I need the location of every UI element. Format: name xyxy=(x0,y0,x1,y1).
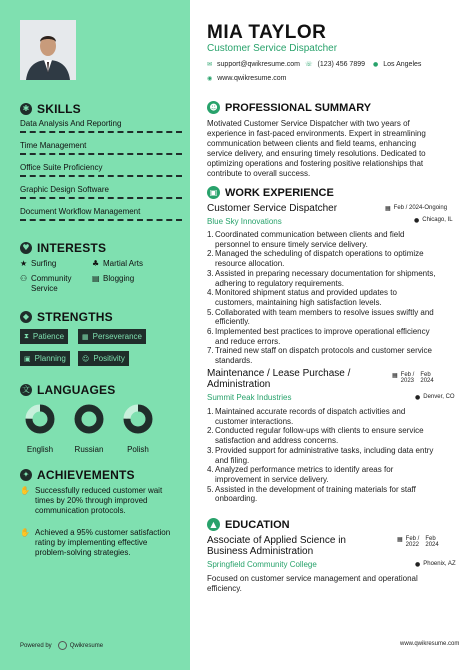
hourglass-icon: ⧗ xyxy=(24,332,29,340)
language-level-ring xyxy=(69,404,109,434)
skill-name: Data Analysis And Reporting xyxy=(20,119,122,128)
language-item xyxy=(20,404,60,454)
degree-title: Associate of Applied Science in Business Administration xyxy=(207,535,346,557)
list-item: 6. Implemented best practices to improve operational efficiency and reduce errors. xyxy=(207,327,430,346)
interest-label: Blogging xyxy=(103,274,135,283)
skill-name: Office Suite Proficiency xyxy=(20,163,103,172)
powered-by-label: Powered by xyxy=(20,642,52,649)
job-duties-list xyxy=(207,230,463,366)
summary-section xyxy=(207,101,463,179)
martial-arts-icon: ♣ xyxy=(92,259,100,268)
skill-level-bar xyxy=(20,153,182,155)
list-item: 4. Analyzed performance metrics to identify areas for improvement in service delivery. xyxy=(207,465,394,484)
globe-icon: ◉ xyxy=(207,75,213,82)
skill-item xyxy=(20,119,182,133)
education-location-text: Phoenix, AZ xyxy=(423,561,456,567)
powered-by xyxy=(20,641,103,650)
language-level-ring xyxy=(118,404,158,434)
skill-item xyxy=(20,207,182,221)
strength-label: Positivity xyxy=(93,354,125,363)
list-item: 3. Assisted in preparing necessary documentation for shipments, adhering to regulatory requirements. xyxy=(207,268,436,288)
website-text: www.qwikresume.com xyxy=(217,75,287,82)
skill-name: Document Workflow Management xyxy=(20,207,141,216)
contact-email[interactable] xyxy=(207,61,300,68)
interest-item xyxy=(92,274,134,283)
strength-label: Perseverance xyxy=(92,332,142,341)
skill-item xyxy=(20,163,182,177)
star-icon: ★ xyxy=(20,259,28,268)
language-name: English xyxy=(26,445,54,454)
list-item: 2. Managed the scheduling of dispatch operations to optimize resource allocation. xyxy=(207,249,424,269)
list-item: 1. Coordinated communication between clients and field personnel to ensure timely service delivery. xyxy=(207,230,405,249)
education-section xyxy=(207,518,463,598)
job-location-text: Chicago, IL xyxy=(422,217,453,223)
calendar-icon: ▦ xyxy=(397,536,403,543)
handshake-icon: ✋ xyxy=(20,528,30,537)
phone-text: (123) 456 7899 xyxy=(317,61,365,68)
location-pin-icon: ● xyxy=(414,217,420,224)
skill-level-bar xyxy=(20,175,182,177)
education-title: EDUCATION xyxy=(225,518,290,531)
interests-title: INTERESTS xyxy=(37,241,107,255)
sidebar xyxy=(0,0,190,670)
job-dates-start: Feb / 2023 xyxy=(400,372,415,384)
job-dates-end: Feb 2024 xyxy=(420,372,434,384)
avatar xyxy=(20,20,76,80)
languages-icon: 文 xyxy=(22,385,30,394)
job-duties-list xyxy=(207,407,463,504)
job-entry xyxy=(207,368,463,508)
summary-header xyxy=(207,101,463,114)
summary-line: contribute to overall success. xyxy=(207,169,311,178)
strengths-title: STRENGTHS xyxy=(37,310,113,324)
strengths-header xyxy=(20,310,180,324)
skill-level-bar xyxy=(20,197,182,199)
experience-section xyxy=(207,186,463,366)
achievements-section xyxy=(20,468,180,578)
list-item: 7. Trained new staff on dispatch protocols and customer service standards. xyxy=(207,346,432,366)
education-dates-start: Feb / 2022 xyxy=(405,536,420,548)
strength-label: Planning xyxy=(34,354,66,363)
job-dates-text: Feb / 2024-Ongoing xyxy=(393,205,448,211)
skills-title: SKILLS xyxy=(37,102,81,116)
interest-item xyxy=(92,259,143,268)
school-name: Springfield Community College xyxy=(207,560,317,569)
education-location xyxy=(415,561,456,568)
contact-website[interactable] xyxy=(207,75,287,82)
achievement-item xyxy=(20,486,180,516)
candidate-name: MIA TAYLOR xyxy=(207,22,327,43)
achievements-icon: ✦ xyxy=(20,469,32,481)
skill-level-bar xyxy=(20,219,182,221)
briefcase-icon: ▣ xyxy=(207,186,220,199)
skills-section xyxy=(20,102,180,116)
languages-section xyxy=(20,383,180,458)
location-pin-icon: ● xyxy=(373,61,379,68)
language-name: Russian xyxy=(74,445,104,454)
list-item: 1. Maintained accurate records of dispatch activities and customer interactions. xyxy=(207,407,406,426)
location-text: Los Angeles xyxy=(383,61,422,68)
language-name: Polish xyxy=(127,445,149,454)
handshake-icon: ✋ xyxy=(20,486,30,495)
interest-label: Surfing xyxy=(31,259,57,268)
summary-line: communication between clients and field teams, enhancing xyxy=(207,139,417,148)
achievements-header xyxy=(20,468,180,482)
interest-item xyxy=(20,274,90,294)
company-name: Summit Peak Industries xyxy=(207,393,292,402)
interests-header xyxy=(20,241,180,255)
candidate-role: Customer Service Dispatcher xyxy=(207,43,338,54)
phone-icon: ☏ xyxy=(305,61,313,68)
skill-name: Time Management xyxy=(20,141,87,150)
summary-line: experience in fast-paced environments. Expert in streamlining xyxy=(207,129,426,138)
list-item: 5. Assisted in the development of training materials for staff onboarding. xyxy=(207,484,416,504)
experience-header xyxy=(207,186,463,199)
strength-badge xyxy=(78,351,129,366)
interests-icon: ♥ xyxy=(20,242,32,254)
education-header xyxy=(207,518,463,531)
list-item: 4. Monitored shipment status and provided updates to customers, maintaining high satisfaction levels. xyxy=(207,288,397,307)
job-location-text: Denver, CO xyxy=(423,394,455,400)
job-dates xyxy=(392,372,434,384)
language-level-ring xyxy=(20,404,60,434)
education-description: Focused on customer service management and operational efficiency. xyxy=(207,574,418,593)
interest-label: Martial Arts xyxy=(103,259,144,268)
calendar-icon: ▦ xyxy=(392,372,398,379)
achievement-text: Successfully reduced customer wait times by 20% through improved communication protocols. xyxy=(35,486,163,515)
skill-name: Graphic Design Software xyxy=(20,185,109,194)
languages-title: LANGUAGES xyxy=(37,383,116,397)
skill-level-bar xyxy=(20,131,182,133)
graduation-cap-icon: ▲ xyxy=(207,518,220,531)
company-name: Blue Sky Innovations xyxy=(207,217,282,226)
location-pin-icon: ● xyxy=(415,561,421,568)
strength-label: Patience xyxy=(32,332,65,341)
community-icon: ⚇ xyxy=(20,274,28,283)
skill-item xyxy=(20,141,182,155)
strength-badge xyxy=(78,329,146,344)
contact-location xyxy=(373,61,421,68)
achievement-item xyxy=(20,528,180,558)
job-location xyxy=(414,217,453,224)
language-item xyxy=(118,404,158,454)
languages-header xyxy=(20,383,180,397)
profile-icon: ☻ xyxy=(207,101,220,114)
education-dates-end: Feb 2024 xyxy=(425,536,439,548)
experience-title: WORK EXPERIENCE xyxy=(225,186,334,199)
positivity-icon: ☺ xyxy=(82,354,90,363)
summary-title: PROFESSIONAL SUMMARY xyxy=(225,101,372,114)
profile-photo xyxy=(20,20,76,80)
strength-badge xyxy=(20,329,68,344)
summary-line: service delivery, and ensuring timely resolutions. Dedicated to xyxy=(207,149,426,158)
interest-item xyxy=(20,259,56,268)
email-icon: ✉ xyxy=(207,61,213,68)
strength-badge xyxy=(20,351,70,366)
planning-icon: ▣ xyxy=(24,354,31,363)
contact-phone[interactable] xyxy=(305,61,365,68)
job-title: Customer Service Dispatcher xyxy=(207,203,338,214)
job-location xyxy=(415,394,455,401)
strengths-icon: ◆ xyxy=(20,311,32,323)
footer-website[interactable]: www.qwikresume.com xyxy=(400,641,460,647)
education-dates xyxy=(397,536,439,548)
location-pin-icon: ● xyxy=(415,394,421,401)
achievement-text: Achieved a 95% customer satisfaction rating by implementing effective problem-solving strategies. xyxy=(35,528,171,557)
summary-line: optimizing operations and fostering positive relationships that xyxy=(207,159,424,168)
calendar-icon: ▦ xyxy=(385,205,391,212)
summary-line: Motivated Customer Service Dispatcher with two years of xyxy=(207,119,410,128)
summary-text xyxy=(207,119,463,179)
list-item: 2. Conducted regular follow-ups with clients to ensure service satisfaction and address concerns. xyxy=(207,426,424,446)
job-title: Maintenance / Lease Purchase / Administration xyxy=(207,368,351,390)
achievements-title: ACHIEVEMENTS xyxy=(37,468,135,482)
strengths-section xyxy=(20,310,180,370)
skills-list xyxy=(20,119,180,219)
email-text: support@qwikresume.com xyxy=(217,61,300,68)
qwikresume-logo-icon xyxy=(58,641,67,650)
skills-header xyxy=(20,102,180,116)
brand-name: Qwikresume xyxy=(69,642,104,649)
language-item xyxy=(69,404,109,454)
list-item: 3. Provided support for administrative tasks, including data entry and filing. xyxy=(207,445,434,465)
job-dates xyxy=(385,205,447,212)
interests-section xyxy=(20,241,180,301)
perseverance-icon: ▦ xyxy=(82,332,89,341)
interest-label: Community Service xyxy=(31,274,72,293)
skills-icon: ✱ xyxy=(20,103,32,115)
list-item: 5. Collaborated with team members to resolve issues swiftly and efficiently. xyxy=(207,307,434,327)
blogging-icon: ▤ xyxy=(92,274,100,283)
skill-item xyxy=(20,185,182,199)
